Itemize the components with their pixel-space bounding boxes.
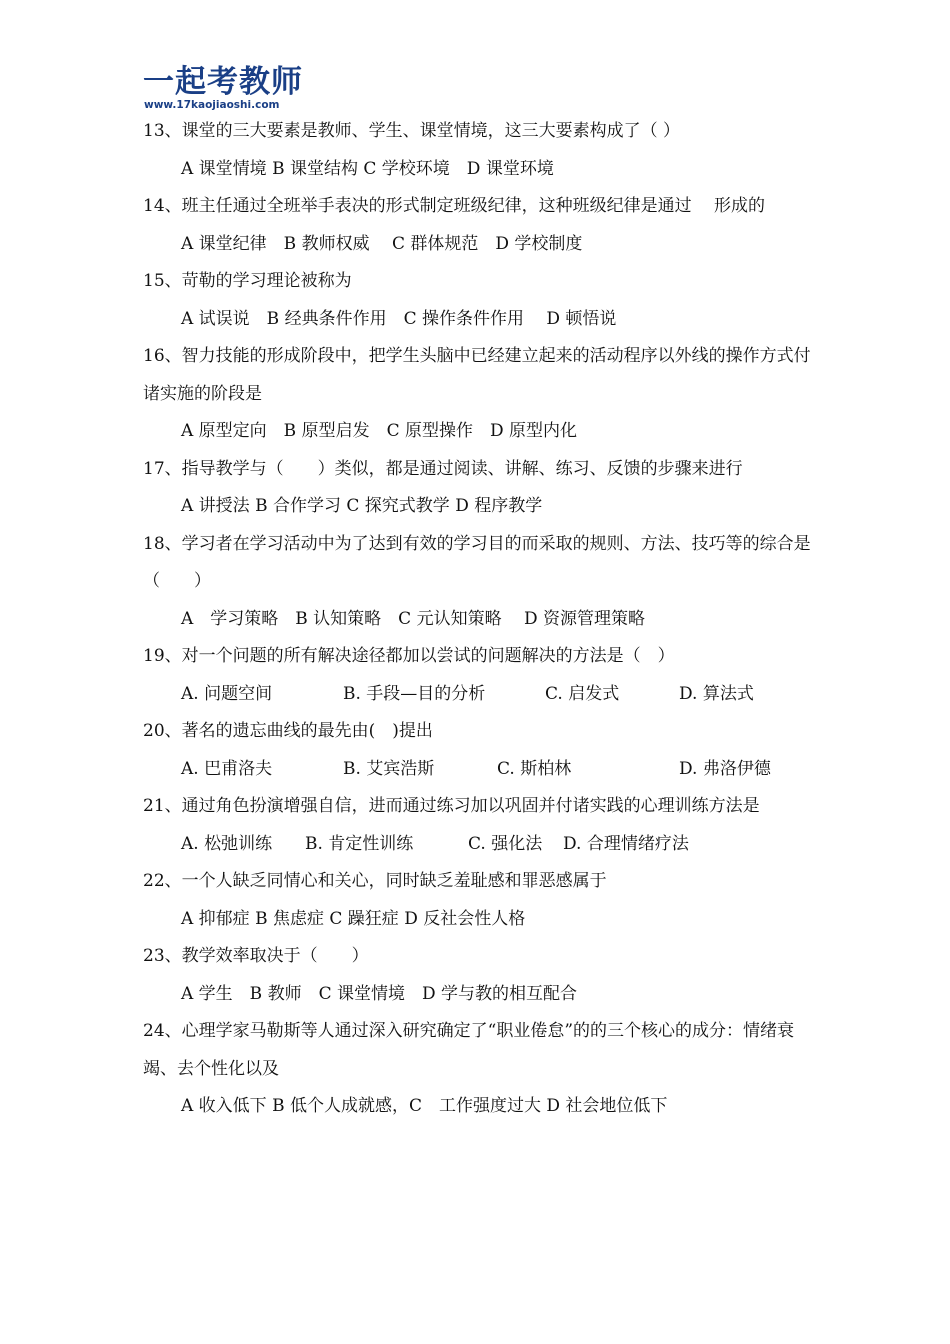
question-19-options	[143, 676, 813, 714]
question-16-stem: 16、智力技能的形成阶段中，把学生头脑中已经建立起来的活动程序以外线的操作方式付诸实施的阶段是	[143, 346, 811, 404]
question-20-stem: 20、著名的遗忘曲线的最先由( )提出	[143, 721, 433, 741]
question-15-options-text: A 试误说 B 经典条件作用 C 操作条件作用 D 顿悟说	[181, 308, 617, 329]
question-20-option-b: B. 艾宾浩斯	[343, 758, 435, 779]
question-15-stem: 15、苛勒的学习理论被称为	[143, 271, 352, 291]
question-14-options-text: A 课堂纪律 B 教师权威 C 群体规范 D 学校制度	[181, 233, 583, 254]
question-16-options-text: A 原型定向 B 原型启发 C 原型操作 D 原型内化	[181, 421, 578, 441]
question-22-stem: 22、一个人缺乏同情心和关心，同时缺乏羞耻感和罪恶感属于	[143, 871, 607, 891]
question-17-options-text: A 讲授法 B 合作学习 C 探究式教学 D 程序教学	[181, 496, 543, 516]
question-17-stem: 17、指导教学与（ ）类似，都是通过阅读、讲解、练习、反馈的步骤来进行	[143, 458, 743, 479]
question-19-option-c: C. 启发式	[545, 683, 620, 704]
logo	[143, 64, 313, 110]
question-19-option-a: A. 问题空间	[181, 683, 273, 704]
question-list	[143, 113, 813, 1126]
question-19-stem: 19、对一个问题的所有解决途径都加以尝试的问题解决的方法是（ ）	[143, 646, 675, 666]
question-18-options-text: A 学习策略 B 认知策略 C 元认知策略 D 资源管理策略	[181, 608, 646, 629]
question-13-options	[143, 151, 813, 189]
question-21-option-a: A. 松弛训练	[181, 833, 273, 854]
logo-text: 一起考教师	[143, 64, 303, 100]
question-22-options-text: A 抑郁症 B 焦虑症 C 躁狂症 D 反社会性人格	[181, 908, 526, 929]
question-17-options	[143, 488, 813, 526]
question-14-options	[143, 226, 813, 264]
question-24-options-text: A 收入低下 B 低个人成就感，C 工作强度过大 D 社会地位低下	[181, 1096, 668, 1116]
question-23-options-text: A 学生 B 教师 C 课堂情境 D 学与教的相互配合	[181, 983, 578, 1004]
question-20-option-a: A. 巴甫洛夫	[181, 758, 273, 779]
question-18-stem: 18、学习者在学习活动中为了达到有效的学习目的而采取的规则、方法、技巧等的综合是（ ）	[143, 533, 811, 591]
question-21-option-b: B. 肯定性训练	[305, 833, 414, 854]
question-19-option-d: D. 算法式	[679, 683, 754, 704]
question-13-options-text: A 课堂情境 B 课堂结构 C 学校环境 D 课堂环境	[181, 158, 554, 179]
question-20-option-d: D. 弗洛伊德	[679, 758, 771, 779]
logo-url: www.17kaojiaoshi.com	[144, 99, 280, 111]
question-24-stem: 24、心理学家马勒斯等人通过深入研究确定了“职业倦怠”的的三个核心的成分：情绪衰竭、去个性化以及	[143, 1021, 795, 1079]
question-24-options	[143, 1088, 813, 1126]
question-21-option-d: D. 合理情绪疗法	[563, 833, 689, 854]
question-23-stem: 23、教学效率取决于（ ）	[143, 946, 369, 966]
question-16-options	[143, 413, 813, 451]
question-20-options	[143, 751, 813, 789]
question-19-option-b: B. 手段—目的分析	[343, 683, 486, 704]
question-23-options	[143, 976, 813, 1014]
question-13-stem: 13、课堂的三大要素是教师、学生、课堂情境，这三大要素构成了（ ）	[143, 121, 681, 141]
question-22-options	[143, 901, 813, 939]
question-14-stem: 14、班主任通过全班举手表决的形式制定班级纪律，这种班级纪律是通过 形成的	[143, 196, 766, 216]
question-20-option-c: C. 斯柏林	[497, 758, 572, 779]
question-21-stem: 21、通过角色扮演增强自信，进而通过练习加以巩固并付诸实践的心理训练方法是	[143, 796, 760, 816]
question-15-options	[143, 301, 813, 339]
question-18-options	[143, 601, 813, 639]
question-21-option-c: C. 强化法	[468, 833, 543, 854]
question-21-options	[143, 826, 813, 864]
